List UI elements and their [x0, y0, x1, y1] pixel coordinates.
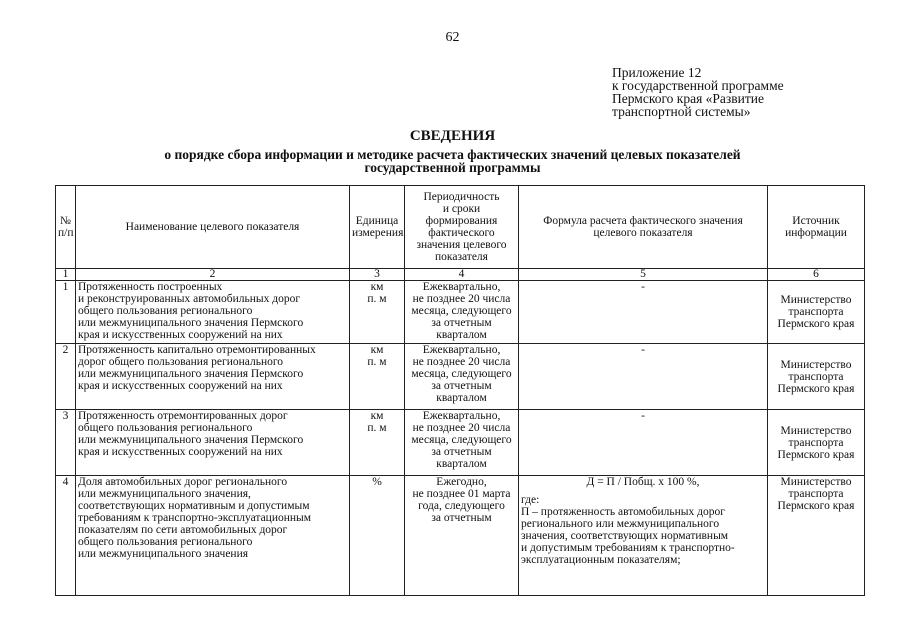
header-num: № п/п [56, 186, 76, 269]
row-formula: Д = П / Побщ. х 100 %, где: П – протяженность автомобильных дорог регионального или межмуниципального значения, соответствующих нормативным и допустимым требованиям к транспортно- эксплуатационным показателям; [519, 476, 768, 596]
row-formula: - [519, 281, 768, 344]
header-period: Периодичность и сроки формирования фактического значения целевого показателя [405, 186, 519, 269]
row-source: Министерство транспорта Пермского края [768, 476, 865, 596]
row-name: Доля автомобильных дорог регионального или межмуниципального значения, соответствующих нормативным и допустимым требованиям к транспортно-эксплуатационным показателям по сети автомобильных дорог общего пользования регионального или межмуниципального значения [76, 476, 350, 596]
subtitle-line: государственной программы [364, 160, 541, 175]
row-name: Протяженность построенных и реконструированных автомобильных дорог общего пользования регионального или межмуниципального значения Пермского края и искусственных сооружений на них [76, 281, 350, 344]
indicators-table [55, 185, 865, 596]
header-source: Источник информации [768, 186, 865, 269]
appendix-line: Пермского края «Развитие [612, 91, 764, 106]
row-period: Ежеквартально, не позднее 20 числа месяца, следующего за отчетным кварталом [405, 344, 519, 410]
header-unit: Единица измерения [350, 186, 405, 269]
header-formula: Формула расчета фактического значения целевого показателя [519, 186, 768, 269]
document-subtitle [0, 148, 905, 174]
appendix-line: к государственной программе [612, 78, 784, 93]
subtitle-line: о порядке сбора информации и методике расчета фактических значений целевых показателей [164, 147, 741, 162]
column-number: 5 [519, 269, 768, 281]
document-title: СВЕДЕНИЯ [409, 128, 496, 144]
table-header-row [56, 186, 865, 269]
table-row [56, 476, 865, 596]
column-number-row [56, 269, 865, 281]
row-num: 3 [56, 410, 76, 476]
table-row [56, 410, 865, 476]
row-unit: км п. м [350, 281, 405, 344]
page-number: 62 [445, 30, 460, 45]
appendix-line: Приложение 12 [612, 65, 702, 80]
column-number: 3 [350, 269, 405, 281]
row-num: 2 [56, 344, 76, 410]
row-period: Ежеквартально, не позднее 20 числа месяца, следующего за отчетным кварталом [405, 281, 519, 344]
column-number: 4 [405, 269, 519, 281]
formula-expression: Д = П / Побщ. х 100 %, [586, 476, 700, 488]
row-source: Министерство транспорта Пермского края [768, 281, 865, 344]
row-unit: % [350, 476, 405, 596]
row-name: Протяженность отремонтированных дорог общего пользования регионального или межмуниципального значения Пермского края и искусственных сооружений на них [76, 410, 350, 476]
row-num: 1 [56, 281, 76, 344]
header-name: Наименование целевого показателя [76, 186, 350, 269]
row-source: Министерство транспорта Пермского края [768, 344, 865, 410]
row-period: Ежегодно, не позднее 01 марта года, следующего за отчетным [405, 476, 519, 596]
column-number: 2 [76, 269, 350, 281]
row-unit: км п. м [350, 410, 405, 476]
column-number: 6 [768, 269, 865, 281]
row-formula: - [519, 344, 768, 410]
row-formula: - [519, 410, 768, 476]
row-name: Протяженность капитально отремонтированных дорог общего пользования регионального или межмуниципального значения Пермского края и искусственных сооружений на них [76, 344, 350, 410]
row-unit: км п. м [350, 344, 405, 410]
row-source: Министерство транспорта Пермского края [768, 410, 865, 476]
table-row [56, 344, 865, 410]
appendix-line: транспортной системы» [612, 104, 751, 119]
row-period: Ежеквартально, не позднее 20 числа месяца, следующего за отчетным кварталом [405, 410, 519, 476]
table-row [56, 281, 865, 344]
row-num: 4 [56, 476, 76, 596]
column-number: 1 [56, 269, 76, 281]
appendix-note [612, 66, 872, 118]
